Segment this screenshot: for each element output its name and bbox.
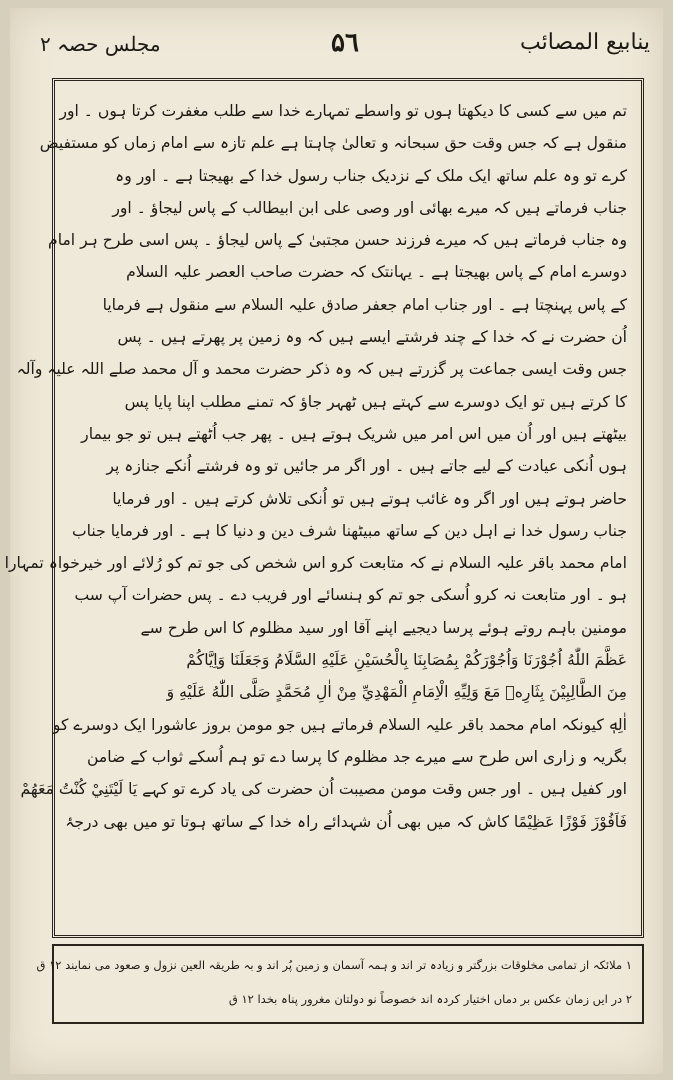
text-line: امام محمد باقر علیہ السلام نے کہ متابعت کرو اس شخص کی جو تم کو رُلائے اور خیرخواہ تمہارا (4, 554, 627, 573)
text-line: اُن حضرت نے کہ خدا کے چند فرشتے ایسے ہیں کہ وہ زمین پر پھرتے ہیں ۔ پس (117, 328, 627, 347)
text-line: حاضر ہوتے ہیں اور اگر وہ غائب ہوتے ہیں تو اُنکی تلاش کرتے ہیں ۔ اور فرمایا (112, 489, 627, 508)
section-label: مجلس حصہ ۲ (40, 32, 161, 56)
text-line: وہ جناب فرماتے ہیں کہ میرے فرزند حسن مجتبیٰ کے پاس لیجاؤ ۔ پس اسی طرح ہر امام (48, 231, 627, 250)
text-line: منقول ہے کہ جس وقت حق سبحانہ و تعالیٰ چاہتا ہے علم تازہ سے امام زماں کو مستفیض (39, 134, 627, 153)
text-line: بگریہ و زاری اس طرح سے میرے جد مظلوم کا پرسا دے تو ہم اُسکے ثواب کے ضامن (87, 747, 627, 766)
page-header (40, 30, 650, 70)
book-title: ینابیع المصائب (520, 30, 650, 55)
text-line: جس وقت ایسی جماعت پر گزرتے ہیں کہ وہ ذکر حضرت محمد و آل محمد صلے اللہ علیہ وآلہ (16, 360, 627, 379)
arabic-line: عَظَّمَ اللّٰهُ اُجُوْرَنَا وَاُجُوْرَكُمْ بِمُصَابِنَا بِالْحُسَيْنِ عَلَيْهِ السَّلَامُ وَجَعَلَنَا وَاِيَّاكُمْ (186, 651, 627, 670)
text-line: دوسرے امام کے پاس بھیجتا ہے ۔ یہانتک کہ حضرت صاحب العصر علیہ السلام (126, 263, 627, 282)
page-number: ۵٦ (331, 28, 359, 58)
book-page (4, 8, 663, 1074)
footnote: ۲ در ایں زمان عکس بر دماں اختیار کردہ اند خصوصاً نو دولتان مغرور پناہ بخدا ۱۲ ق (228, 992, 632, 1006)
text-frame (4, 78, 644, 938)
text-line: اور کفیل ہیں ۔ اور جس وقت مومن مصیبت اُن حضرت کی یاد کرے تو کہے يَا لَيْتَنِيْ كُنْتُ مَعَهُمْ (20, 780, 627, 799)
text-line: اٰلِهٖ کیونکہ امام محمد باقر علیہ السلام فرماتے ہیں جو مومن بروز عاشورا ایک دوسرے کو (52, 715, 627, 734)
footnote: ۱ ملائکہ از تمامی مخلوقات بزرگتر و زیادہ تر اند و ہمہ آسمان و زمین پُر اند و بہ طریقہ العین نزول و صعود می نمایند ۱۲ ق (36, 958, 632, 972)
text-line: کرے تو وہ علم ساتھ ایک ملک کے نزدیک جناب رسول خدا کے بھیجتا ہے ۔ اور وہ (115, 166, 627, 185)
text-line: جناب فرماتے ہیں کہ میرے بھائی اور وصی علی ابن ابیطالب کے پاس لیجاؤ ۔ اور (112, 198, 627, 217)
footnotes-box (36, 944, 644, 1024)
text-line: کے پاس پہنچتا ہے ۔ اور جناب امام جعفر صادق علیہ السلام سے منقول ہے فرمایا (102, 295, 627, 314)
text-line: فَاَفُوْزَ فَوْزًا عَظِيْمًا کاش کہ میں بھی اُن شہدائے راہ خدا کے ساتھ ہوتا تو میں بھی درجۂ (65, 812, 627, 831)
text-line: تم میں سے کسی کا دیکھتا ہوں تو واسطے تمہارے خدا سے طلب مغفرت کرتا ہوں ۔ اور (59, 102, 627, 120)
arabic-line: مِنَ الطَّالِبِيْنَ بِثَارِهٖ مَعَ وَلِيِّهِ الْاِمَامِ الْمَهْدِيِّ مِنْ اٰلِ مُحَمَّدٍ صَلَّى اللّٰهُ عَلَيْهِ وَ (166, 683, 627, 702)
text-line: ہوں اُنکی عیادت کے لیے جاتے ہیں ۔ اور اگر مر جائیں تو وہ فرشتے اُنکے جنازہ پر (106, 457, 627, 476)
text-line: مومنین باہم روتے ہوئے پرسا دیجیے اپنے آقا اور سید مظلوم کا اس طرح سے (140, 618, 627, 637)
body-text (4, 95, 627, 925)
text-line: جناب رسول خدا نے اہل دین کے ساتھ مبیٹھنا شرف دین و دنیا کا ہے ۔ اور فرمایا جناب (71, 521, 627, 540)
text-line: کا کرتے ہیں تو ایک دوسرے سے کہتے ہیں ٹھہر جاؤ کہ تمنے مطلب اپنا پایا پس (124, 392, 627, 411)
text-line: بیٹھتے ہیں اور اُن میں اس امر میں شریک ہوتے ہیں ۔ پھر جب اُٹھتے ہیں تو جو بیمار (81, 424, 627, 443)
text-line: ہو ۔ اور متابعت نہ کرو اُسکی جو تم کو ہنسائے اور فریب دے ۔ پس حضرات آپ سب (74, 586, 627, 605)
